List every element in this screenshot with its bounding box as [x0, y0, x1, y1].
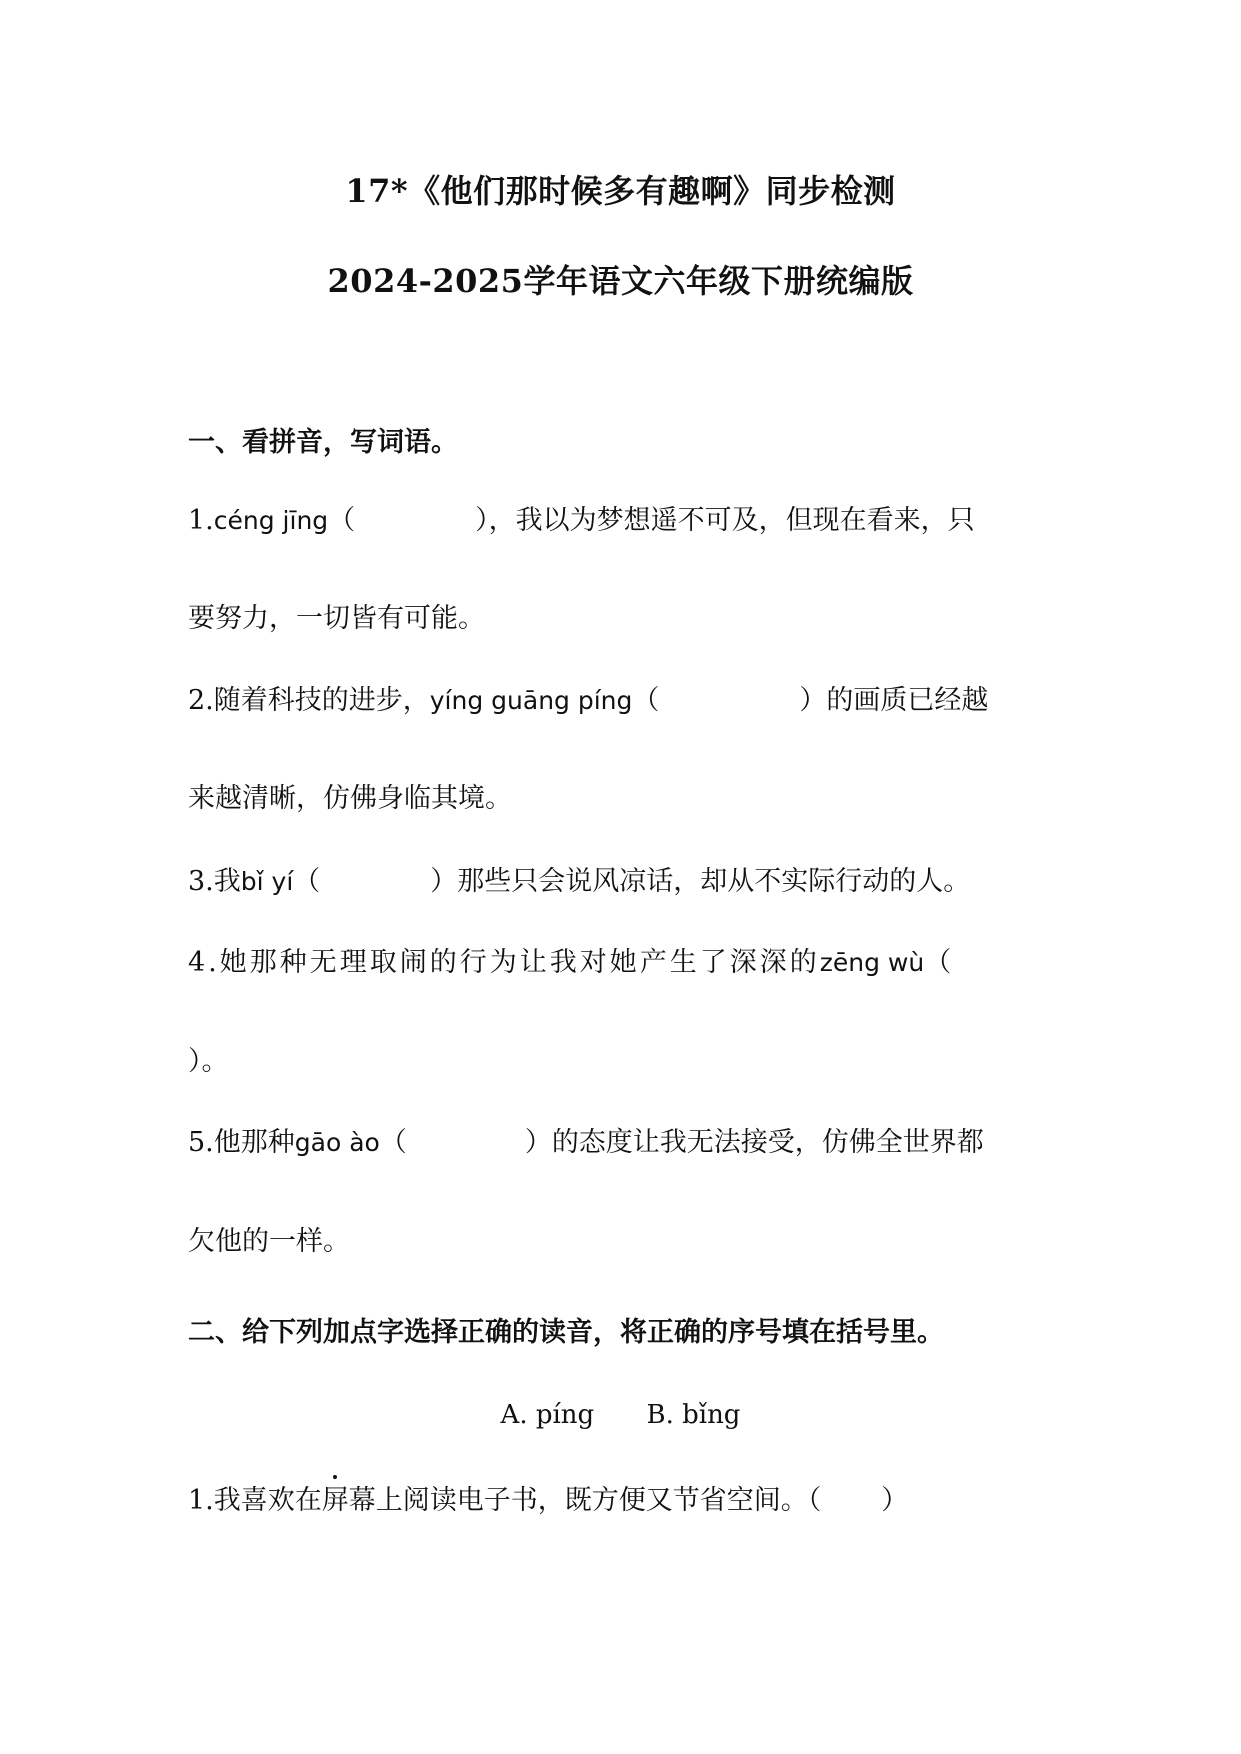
question-3-line-1 [188, 864, 1054, 900]
question-5-line-2: 欠他的一样。 [188, 1226, 350, 1257]
worksheet-subtitle: 2024-2025学年语文六年级下册统编版 [327, 262, 914, 300]
pinyin-text: yíng guāng píng [429, 686, 633, 715]
question-text: 我以为梦想遥不可及，但现在看来，只 [515, 505, 975, 536]
option-a: A. píng [500, 1400, 595, 1430]
question-text: 那些只会说风凉话，却从不实际行动的人。 [457, 866, 971, 897]
question-text: 4.她那种无理取闹的行为让我对她产生了深深的 [188, 947, 820, 978]
question-1-line-1 [188, 503, 1054, 539]
blank-close: ） [799, 685, 827, 716]
question-4-line-1 [188, 945, 1054, 981]
blank-close: ）， [475, 505, 516, 536]
question-4-line-2 [188, 1044, 1054, 1080]
question-text: 2.随着科技的进步， [188, 685, 430, 716]
question-text: 3.我 [188, 866, 241, 897]
question-5-line-1 [188, 1125, 1054, 1161]
question-text: 的态度让我无法接受，仿佛全世界都 [551, 1127, 984, 1158]
question-text: 的画质已经越 [826, 685, 989, 716]
blank-close: ） [430, 866, 458, 897]
question-number: 1. [188, 505, 214, 536]
blank-open: （ [379, 1127, 407, 1158]
pinyin-text: céng jīng [213, 506, 329, 535]
question-1-line-2: 要努力，一切皆有可能。 [188, 603, 485, 634]
section-2-question-1 [188, 1483, 1054, 1519]
worksheet-title: 17*《他们那时候多有趣啊》同步检测 [345, 172, 896, 210]
pinyin-text: gāo ào [294, 1128, 380, 1157]
question-2-line-2: 来越清晰，仿佛身临其境。 [188, 783, 512, 814]
blank-close: ）。 [188, 1046, 229, 1077]
blank-open: （ [632, 685, 660, 716]
section-heading-pinyin: 一、看拼音，写词语。 [188, 427, 458, 458]
dotted-character: 屏 [321, 1485, 349, 1516]
option-b: B. bǐng [646, 1400, 741, 1430]
question-text: 1.我喜欢在 [188, 1485, 322, 1516]
pinyin-text: zēng wù [819, 948, 925, 977]
blank-open: （ [807, 1485, 822, 1516]
blank-close: ） [881, 1485, 909, 1516]
section-heading-reading: 二、给下列加点字选择正确的读音，将正确的序号填在括号里。 [188, 1317, 944, 1348]
blank-open: （ [328, 505, 356, 536]
pronunciation-options [0, 1400, 1241, 1430]
pinyin-text: bǐ yí [240, 867, 294, 896]
question-text: 幕上阅读电子书，既方便又节省空间。 [348, 1485, 808, 1516]
question-2-line-1 [188, 683, 1054, 719]
blank-open: （ [924, 947, 955, 978]
blank-close: ） [524, 1127, 552, 1158]
blank-open: （ [293, 866, 321, 897]
question-text: 5.他那种 [188, 1127, 295, 1158]
